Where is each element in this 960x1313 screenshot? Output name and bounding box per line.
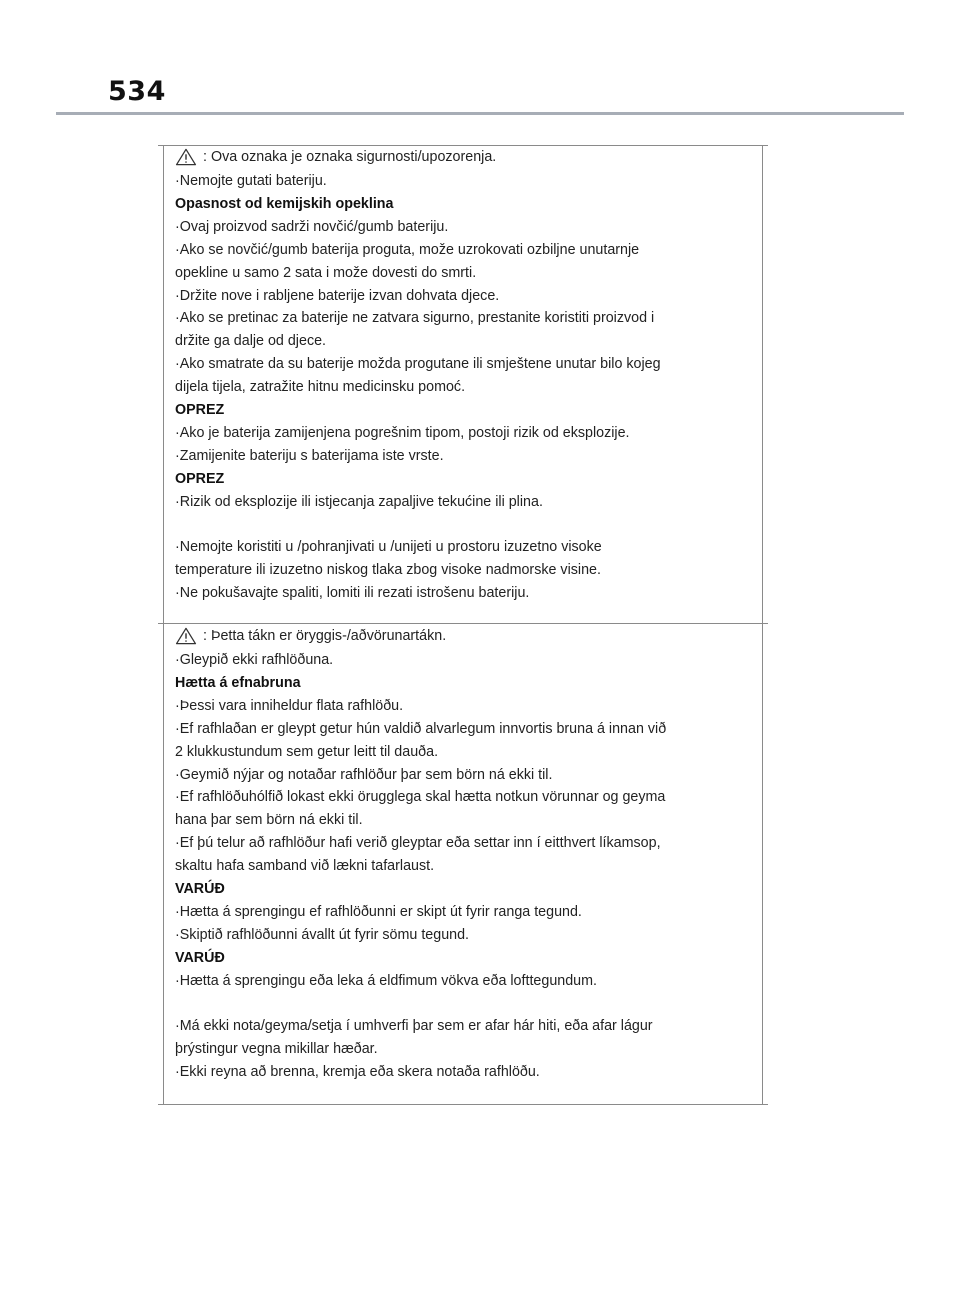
body-line: ·Ovaj proizvod sadrži novčić/gumb bateriju. <box>175 218 449 235</box>
body-line: ·Ako je baterija zamijenjena pogrešnim tipom, postoji rizik od eksplozije. <box>175 424 630 441</box>
body-line: ·Þessi vara inniheldur flata rafhlöðu. <box>175 697 404 714</box>
header-rule <box>56 112 904 115</box>
warning-label: : Þetta tákn er öryggis-/aðvörunartákn. <box>203 628 447 644</box>
body-line: ·Ako se novčić/gumb baterija proguta, može uzrokovati ozbiljne unutarnje <box>175 241 640 258</box>
section-heading: VARÚÐ <box>175 949 225 966</box>
warning-line <box>175 627 446 645</box>
body-line: skaltu hafa samband við lækni tafarlaust. <box>175 858 435 875</box>
section-heading: Opasnost od kemijskih opeklina <box>175 195 394 212</box>
corner-tick <box>762 1104 768 1105</box>
body-line: ·Ef rafhlöðuhólfið lokast ekki örugglega skal hætta notkun vörunnar og geyma <box>175 789 666 806</box>
body-line: ·Ne pokušavajte spaliti, lomiti ili rezati istrošenu bateriju. <box>175 585 530 602</box>
body-line: dijela tijela, zatražite hitnu medicinsku pomoć. <box>175 379 466 396</box>
body-line: ·Hætta á sprengingu eða leka á eldfimum vökva eða lofttegundum. <box>175 972 598 989</box>
section-heading: OPREZ <box>175 470 225 487</box>
section-heading: VARÚÐ <box>175 881 225 897</box>
body-line: ·Nemojte koristiti u /pohranjivati u /unijeti u prostoru izuzetno visoke <box>175 539 602 556</box>
warning-triangle-icon <box>175 627 197 645</box>
body-line: ·Nemojte gutati bateriju. <box>175 173 327 189</box>
section-heading: Hætta á efnabruna <box>175 674 301 691</box>
corner-tick <box>158 1104 164 1105</box>
body-line: ·Hætta á sprengingu ef rafhlöðunni er skipt út fyrir ranga tegund. <box>175 903 582 920</box>
body-line: ·Geymið nýjar og notaðar rafhlöður þar sem börn ná ekki til. <box>175 766 553 783</box>
body-line: ·Ako smatrate da su baterije možda progutane ili smještene unutar bilo kojeg <box>175 356 661 373</box>
body-line: ·Ef rafhlaðan er gleypt getur hún valdið alvarlegum innvortis bruna á innan við <box>175 720 667 737</box>
page-number: 534 <box>108 76 166 107</box>
body-line: ·Ef þú telur að rafhlöður hafi verið gleyptar eða settar inn í eitthvert líkamsop, <box>175 835 661 852</box>
section-heading: OPREZ <box>175 402 225 418</box>
warning-label: : Ova oznaka je oznaka sigurnosti/upozorenja. <box>203 149 497 165</box>
body-line: držite ga dalje od djece. <box>175 333 327 350</box>
body-line: ·Držite nove i rabljene baterije izvan dohvata djece. <box>175 287 500 304</box>
warning-triangle-icon <box>175 148 197 166</box>
corner-tick <box>762 145 768 146</box>
body-line: ·Ekki reyna að brenna, kremja eða skera notaða rafhlöðu. <box>175 1064 540 1081</box>
body-line: ·Skiptið rafhlöðunni ávallt út fyrir sömu tegund. <box>175 926 470 943</box>
body-line: hana þar sem börn ná ekki til. <box>175 812 363 829</box>
body-line: ·Rizik od eksplozije ili istjecanja zapaljive tekućine ili plina. <box>175 493 543 510</box>
body-line: 2 klukkustundum sem getur leitt til dauða. <box>175 743 439 760</box>
body-line: þrýstingur vegna mikillar hæðar. <box>175 1041 378 1058</box>
body-line: temperature ili izuzetno niskog tlaka zbog visoke nadmorske visine. <box>175 562 601 579</box>
body-line: ·Ako se pretinac za baterije ne zatvara sigurno, prestanite koristiti proizvod i <box>175 310 655 327</box>
warning-line <box>175 148 496 166</box>
corner-tick <box>762 623 768 624</box>
corner-tick <box>158 623 164 624</box>
body-line: ·Má ekki nota/geyma/setja í umhverfi þar sem er afar hár hiti, eða afar lágur <box>175 1018 653 1035</box>
body-line: opekline u samo 2 sata i može dovesti do smrti. <box>175 264 477 281</box>
corner-tick <box>158 145 164 146</box>
body-line: ·Zamijenite bateriju s baterijama iste vrste. <box>175 447 444 464</box>
body-line: ·Gleypið ekki rafhlöðuna. <box>175 652 334 668</box>
